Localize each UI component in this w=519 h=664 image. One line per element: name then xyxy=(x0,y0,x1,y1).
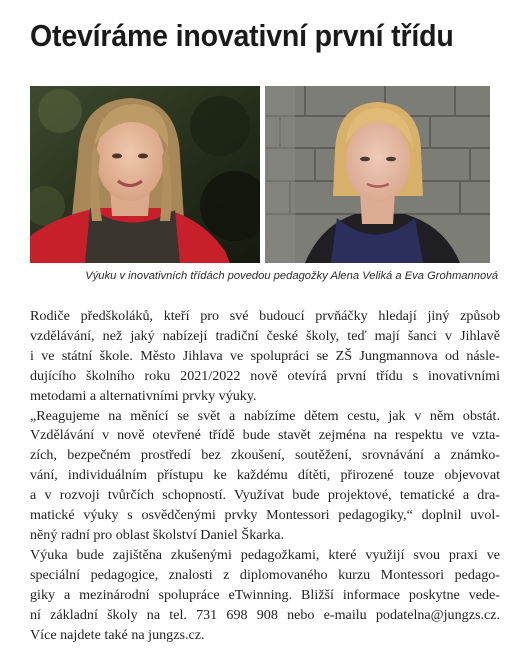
body-line: speciální pedagogice, znalosti z diplomovaného kurzu Montessori pedago- xyxy=(30,566,500,583)
article-body xyxy=(30,307,500,645)
photo-caption: Výuku v inovativních třídách povedou pedagožky Alena Veliká a Eva Grohmannová xyxy=(85,270,498,282)
body-line: giky a mezinárodní spolupráce eTwinning. Bližší informace poskytne vede- xyxy=(30,586,500,603)
body-line: metodami a alternativními prvky výuky. xyxy=(30,387,257,404)
body-line: ní základní školy na tel. 731 698 908 nebo e-mailu podatelna@jungzs.cz. xyxy=(30,606,500,623)
body-line: matické výuky s osvědčenými prvky Montessori pedagogiky,“ doplnil uvol- xyxy=(30,507,500,524)
body-line: vání, individuálním přístupu ke každému dítěti, přirozené touze objevovat xyxy=(30,467,500,484)
body-line: Vzdělávání v nově otevřené třídě bude stavět zejména na respektu ve vzta- xyxy=(30,427,500,444)
body-line: zích, bezpečném prostředí bez zkoušení, soutěžení, srovnávání a známko- xyxy=(30,447,500,464)
body-line: vzdělávání, než jaký nabízejí tradiční české školy, teď mají šanci v Jihlavě xyxy=(30,327,500,344)
photo-alena-velika xyxy=(30,86,260,263)
body-line: dujícího školního roku 2021/2022 nově otevírá první třídu s inovativními xyxy=(30,367,500,384)
body-line: Výuka bude zajištěna zkušenými pedagožkami, které využijí svou praxi ve xyxy=(30,546,500,563)
body-line: a v rozvoji tvůrčích schopností. Využívat bude projektové, tematické a dra- xyxy=(30,487,500,504)
article-headline: Otevíráme inovativní první třídu xyxy=(30,18,454,53)
body-line: něný radní pro oblast školství Daniel Škarka. xyxy=(30,526,285,543)
body-line: Více najdete také na jungzs.cz. xyxy=(30,626,205,643)
body-line: „Reagujeme na měnící se svět a nabízíme dětem cestu, jak v něm obstát. xyxy=(30,407,500,424)
body-line: i ve státní škole. Město Jihlava ve spolupráci se ZŠ Jungmannova od násle- xyxy=(30,347,500,364)
body-line: Rodiče předškoláků, kteří pro své budoucí prvňáčky hledají jiný způsob xyxy=(30,308,500,324)
photo-eva-grohmannova xyxy=(265,86,490,263)
